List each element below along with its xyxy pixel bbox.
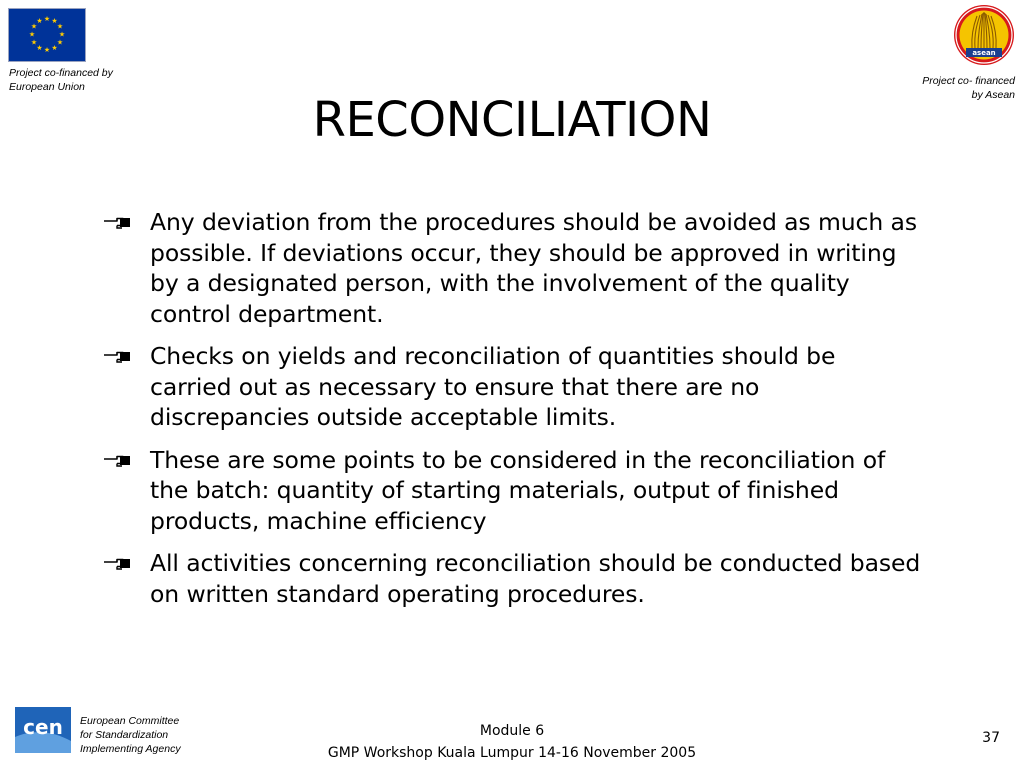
svg-text:★: ★ (56, 22, 64, 31)
asean-logo-text: asean (972, 49, 996, 57)
footer-info (0, 720, 1024, 764)
svg-text:★: ★ (36, 44, 43, 52)
svg-text:★: ★ (56, 38, 64, 47)
bullet-text: All activities concerning reconciliation should be conducted based on written standard operating procedures. (150, 549, 921, 608)
bullet-text: These are some points to be considered in the reconciliation of the batch: quantity of starting materials, output of finished products, machine efficiency (150, 445, 886, 535)
pointing-hand-icon (103, 556, 131, 572)
footer-workshop: GMP Workshop Kuala Lumpur 14-16 November 2005 (327, 745, 697, 761)
svg-text:★: ★ (51, 44, 58, 52)
svg-text:★: ★ (36, 17, 43, 25)
svg-text:★: ★ (51, 17, 58, 25)
bullet-text: Any deviation from the procedures should be avoided as much as possible. If deviations occur, they should be approved in writing by a designated person, with the involvement of the quality control department. (150, 208, 917, 328)
slide-title: RECONCILIATION (312, 92, 712, 148)
footer-module: Module 6 (479, 723, 545, 739)
svg-text:★: ★ (43, 46, 51, 54)
svg-text:★: ★ (58, 30, 66, 39)
pointing-hand-icon (103, 349, 131, 365)
bullet-text: Checks on yields and reconciliation of quantities should be carried out as necessary to ensure that there are no discrepancies outside acceptable limits. (150, 342, 836, 431)
cen-caption-line: Implementing Agency (80, 743, 181, 755)
asean-caption-line: Project co- financed (922, 75, 1015, 87)
asean-caption-line: by Asean (971, 89, 1015, 101)
asean-logo (952, 4, 1016, 66)
svg-text:★: ★ (43, 15, 51, 23)
bullet-item (103, 548, 923, 609)
eu-flag-logo (8, 8, 86, 62)
eu-caption-line: Project co-financed by (9, 67, 113, 79)
bullet-item (103, 341, 923, 433)
cen-caption-line: for Standardization (80, 729, 169, 741)
cen-caption-line: European Committee (80, 715, 180, 727)
pointing-hand-icon (103, 453, 131, 469)
svg-text:★: ★ (30, 38, 38, 47)
pointing-hand-icon (103, 215, 131, 231)
cen-logo-text: cen (23, 715, 63, 739)
svg-text:★: ★ (28, 30, 36, 39)
svg-text:★: ★ (30, 22, 38, 31)
bullet-list (103, 207, 923, 621)
bullet-item (103, 445, 923, 537)
eu-caption-line: European Union (9, 81, 85, 93)
bullet-item (103, 207, 923, 329)
page-number: 37 (982, 730, 1000, 746)
